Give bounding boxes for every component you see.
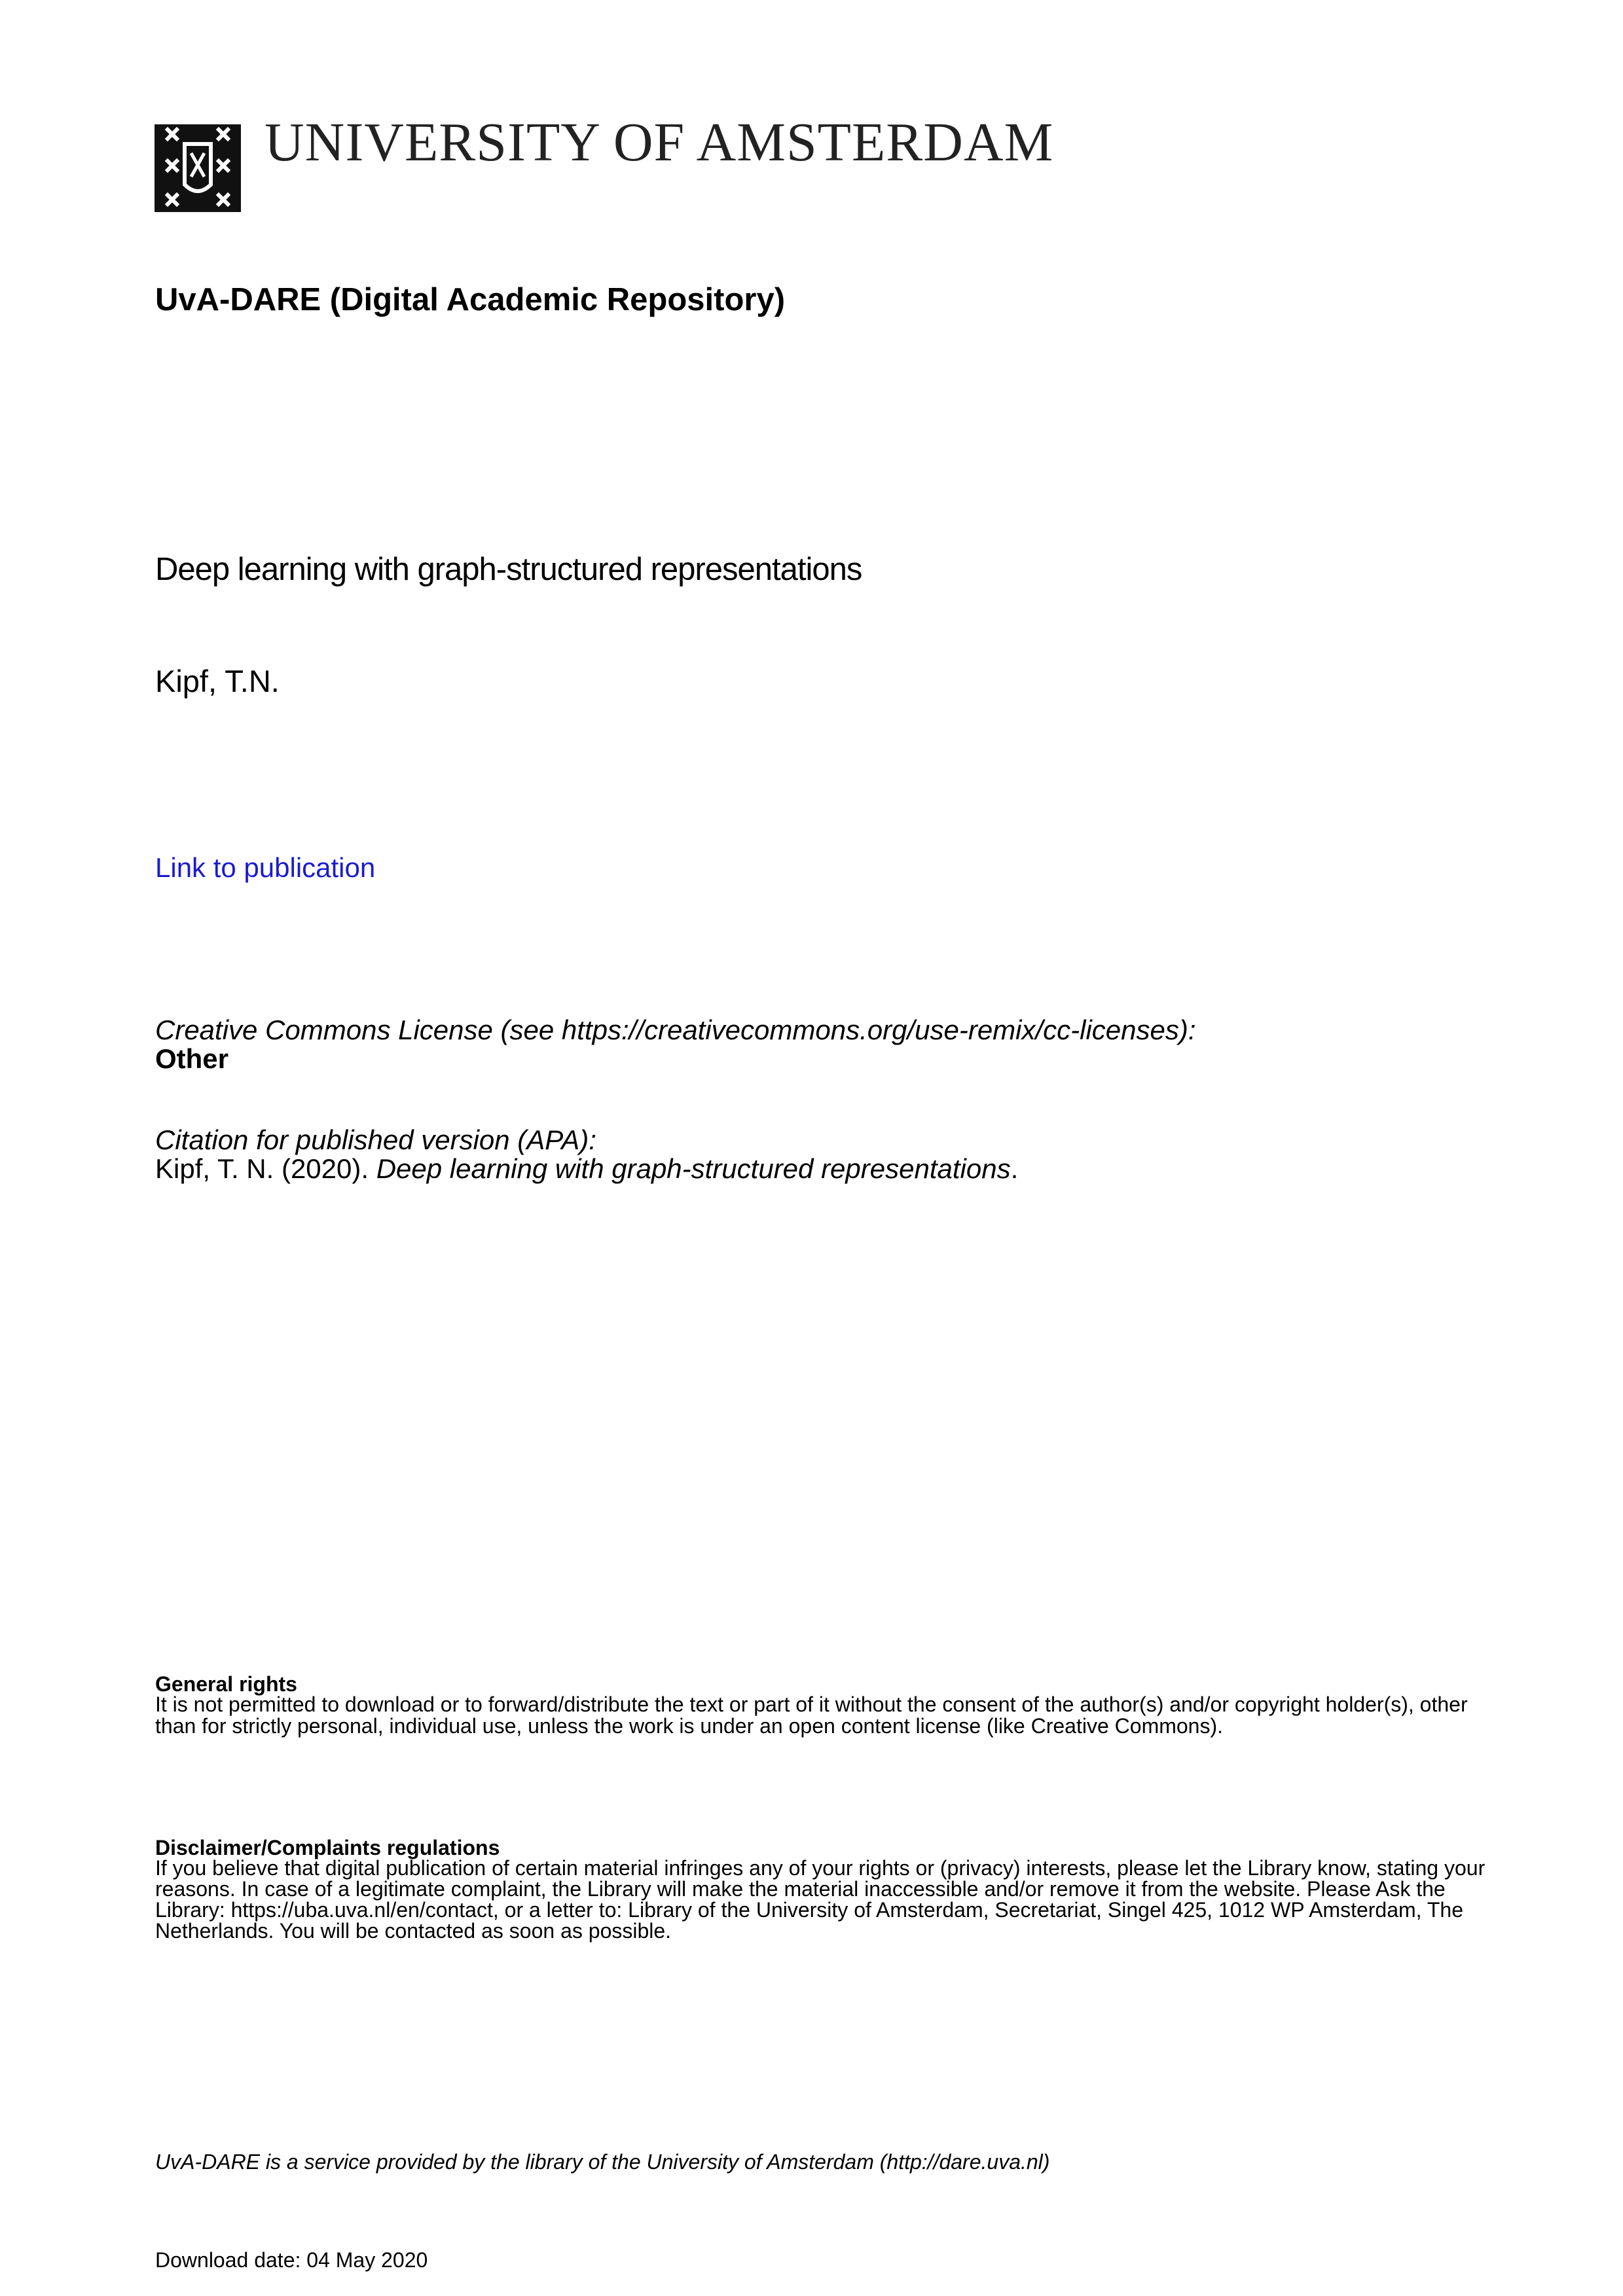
disclaimer-heading: Disclaimer/Complaints regulations xyxy=(155,1836,500,1859)
citation-suffix: . xyxy=(1010,1153,1019,1184)
university-wordmark: UNIVERSITY OF AMSTERDAM xyxy=(264,112,1054,173)
service-note: UvA-DARE is a service provided by the library of the University of Amsterdam (http://dare.uva.nl) xyxy=(155,2150,1050,2174)
general-rights-body: It is not permitted to download or to forward/distribute the text or part of it without the consent of the author(s) and/or copyright holder(s), other than for strictly personal, individual use, unless the work is under an open content license (like Creative Commons). xyxy=(155,1693,1468,1738)
publication-title: Deep learning with graph-structured representations xyxy=(155,552,862,587)
citation-text xyxy=(155,1153,1018,1185)
license-label: Creative Commons License (see https://creativecommons.org/use-remix/cc-licenses): xyxy=(155,1014,1196,1045)
university-logo-icon xyxy=(155,124,241,212)
citation-prefix: Kipf, T. N. (2020). xyxy=(155,1153,376,1184)
license-value: Other xyxy=(155,1043,229,1074)
citation-label: Citation for published version (APA): xyxy=(155,1124,596,1155)
disclaimer-body: If you believe that digital publication of certain material infringes any of your rights or (privacy) interests, please let the Library know, stating your reasons. In case of a legitimate complaint, the Library will make the material inaccessible and/or remove it from the website. Please Ask the Library: https://uba.uva.nl/en/contact, or a letter to: Library of the University of Amsterdam, Secretariat, Singel 425, 1012 WP Amsterdam, The Netherlands. You will be contacted as soon as possible. xyxy=(155,1856,1486,1943)
publication-author: Kipf, T.N. xyxy=(155,664,280,698)
general-rights-heading: General rights xyxy=(155,1672,297,1696)
link-to-publication[interactable]: Link to publication xyxy=(155,852,376,883)
repository-title: UvA-DARE (Digital Academic Repository) xyxy=(155,282,786,317)
download-date: Download date: 04 May 2020 xyxy=(155,2248,428,2272)
citation-title: Deep learning with graph-structured representations xyxy=(376,1153,1011,1184)
